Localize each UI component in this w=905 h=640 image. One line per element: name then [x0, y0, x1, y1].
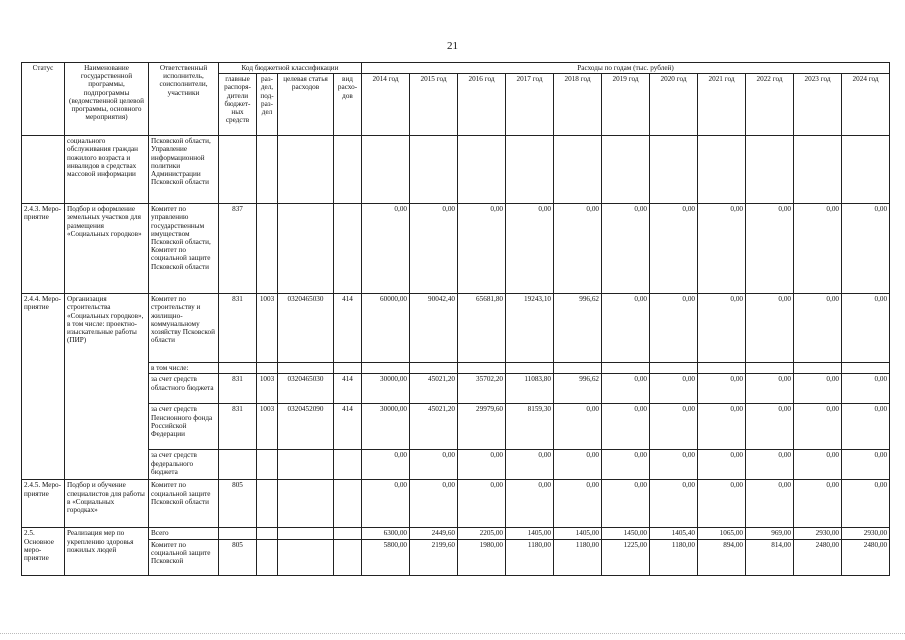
- header-year: 2022 год: [746, 74, 794, 136]
- value-cell: [506, 363, 554, 374]
- header-year: 2018 год: [554, 74, 602, 136]
- value-cell: 0,00: [746, 450, 794, 480]
- header-year: 2021 год: [698, 74, 746, 136]
- value-cell: 0,00: [746, 480, 794, 528]
- value-cell: 0,00: [794, 450, 842, 480]
- value-cell: 0,00: [650, 294, 698, 363]
- page-number: 21: [447, 40, 458, 52]
- value-cell: [602, 363, 650, 374]
- value-cell: 0,00: [602, 450, 650, 480]
- value-cell: 90042,40: [410, 294, 458, 363]
- value-cell: 11083,80: [506, 374, 554, 404]
- value-cell: 0,00: [698, 450, 746, 480]
- value-cell: 1450,00: [602, 528, 650, 539]
- value-cell: [602, 136, 650, 204]
- grbs-cell: [219, 136, 257, 204]
- table-row: [22, 374, 890, 404]
- header-executor: Ответственный исполнитель, соисполнители, участники: [149, 63, 219, 136]
- type-cell: 414: [334, 294, 362, 363]
- value-cell: 0,00: [554, 404, 602, 450]
- value-cell: 1980,00: [458, 539, 506, 575]
- status-cell: 2.4.3. Меро-приятие: [22, 204, 65, 294]
- header-grbs: главные распоря-дители бюджет-ных средств: [219, 74, 257, 136]
- section-cell: [257, 136, 278, 204]
- status-cell: 2.4.4. Меро-приятие: [22, 294, 65, 480]
- type-cell: [334, 363, 362, 374]
- header-name: Наименование государственной программы, подпрограммы (ведомственной целевой программы, основного мероприятия): [65, 63, 149, 136]
- value-cell: 0,00: [506, 450, 554, 480]
- grbs-cell: [219, 450, 257, 480]
- section-cell: 1003: [257, 294, 278, 363]
- grbs-cell: 805: [219, 539, 257, 575]
- value-cell: 1225,00: [602, 539, 650, 575]
- value-cell: 0,00: [794, 404, 842, 450]
- value-cell: [698, 363, 746, 374]
- name-cell: Подбор и обучение специалистов для работы в «Социальных городках»: [65, 480, 149, 528]
- header-year: 2023 год: [794, 74, 842, 136]
- value-cell: 0,00: [746, 374, 794, 404]
- value-cell: 0,00: [842, 480, 890, 528]
- header-year: 2015 год: [410, 74, 458, 136]
- value-cell: 0,00: [698, 294, 746, 363]
- value-cell: 1180,00: [554, 539, 602, 575]
- executor-cell: за счет средств федерального бюджета: [149, 450, 219, 480]
- type-cell: 414: [334, 404, 362, 450]
- value-cell: [842, 363, 890, 374]
- value-cell: 0,00: [698, 204, 746, 294]
- grbs-cell: 805: [219, 480, 257, 528]
- value-cell: 996,62: [554, 374, 602, 404]
- value-cell: 0,00: [746, 204, 794, 294]
- grbs-cell: 831: [219, 374, 257, 404]
- type-cell: [334, 450, 362, 480]
- value-cell: 0,00: [650, 480, 698, 528]
- value-cell: 1405,00: [506, 528, 554, 539]
- target-cell: [278, 480, 334, 528]
- value-cell: 0,00: [602, 204, 650, 294]
- section-cell: [257, 528, 278, 539]
- value-cell: [554, 363, 602, 374]
- executor-cell: Всего: [149, 528, 219, 539]
- value-cell: 0,00: [698, 404, 746, 450]
- value-cell: 0,00: [794, 480, 842, 528]
- value-cell: 1180,00: [650, 539, 698, 575]
- value-cell: 0,00: [602, 404, 650, 450]
- value-cell: 8159,30: [506, 404, 554, 450]
- executor-cell: за счет средств областного бюджета: [149, 374, 219, 404]
- value-cell: 2480,00: [794, 539, 842, 575]
- section-cell: [257, 204, 278, 294]
- value-cell: [794, 363, 842, 374]
- value-cell: 0,00: [458, 450, 506, 480]
- table-row: [22, 404, 890, 450]
- header-year: 2016 год: [458, 74, 506, 136]
- value-cell: 0,00: [698, 374, 746, 404]
- type-cell: [334, 136, 362, 204]
- target-cell: [278, 528, 334, 539]
- value-cell: 0,00: [458, 204, 506, 294]
- value-cell: 2205,00: [458, 528, 506, 539]
- value-cell: 0,00: [362, 480, 410, 528]
- value-cell: 0,00: [650, 204, 698, 294]
- executor-cell: в том числе:: [149, 363, 219, 374]
- value-cell: [746, 363, 794, 374]
- value-cell: 0,00: [746, 294, 794, 363]
- value-cell: 0,00: [362, 204, 410, 294]
- header-target: целевая статья расходов: [278, 74, 334, 136]
- value-cell: 0,00: [650, 450, 698, 480]
- value-cell: [410, 136, 458, 204]
- value-cell: [650, 363, 698, 374]
- value-cell: [362, 363, 410, 374]
- value-cell: [842, 136, 890, 204]
- grbs-cell: [219, 528, 257, 539]
- value-cell: 45021,20: [410, 374, 458, 404]
- value-cell: 1065,00: [698, 528, 746, 539]
- grbs-cell: 831: [219, 404, 257, 450]
- table-row: [22, 539, 890, 575]
- grbs-cell: [219, 363, 257, 374]
- name-cell: Реализация мер по укреплению здоровья пожилых людей: [65, 528, 149, 575]
- section-cell: [257, 480, 278, 528]
- table-row: [22, 204, 890, 294]
- value-cell: [650, 136, 698, 204]
- status-cell: 2.4.5. Меро-приятие: [22, 480, 65, 528]
- header-year: 2019 год: [602, 74, 650, 136]
- value-cell: 0,00: [794, 374, 842, 404]
- value-cell: 2480,00: [842, 539, 890, 575]
- scan-artifact-line: [0, 633, 905, 635]
- value-cell: 0,00: [842, 404, 890, 450]
- section-cell: [257, 450, 278, 480]
- target-cell: 0320465030: [278, 374, 334, 404]
- value-cell: 5800,00: [362, 539, 410, 575]
- grbs-cell: 831: [219, 294, 257, 363]
- value-cell: 0,00: [842, 204, 890, 294]
- value-cell: 2199,60: [410, 539, 458, 575]
- target-cell: [278, 204, 334, 294]
- grbs-cell: 837: [219, 204, 257, 294]
- type-cell: [334, 204, 362, 294]
- type-cell: [334, 528, 362, 539]
- value-cell: 0,00: [698, 480, 746, 528]
- value-cell: [458, 363, 506, 374]
- section-cell: 1003: [257, 374, 278, 404]
- value-cell: 6300,00: [362, 528, 410, 539]
- value-cell: 0,00: [650, 404, 698, 450]
- section-cell: 1003: [257, 404, 278, 450]
- value-cell: 814,00: [746, 539, 794, 575]
- table-row: [22, 136, 890, 204]
- value-cell: 19243,10: [506, 294, 554, 363]
- executor-cell: Комитет по управлению государственным имуществом Псковской области, Комитет по социальной защите Псковской области: [149, 204, 219, 294]
- name-cell: Организация строительства «Социальных городков», в том числе: проектно-изыскательные работы (ПИР): [65, 294, 149, 480]
- value-cell: 30000,00: [362, 374, 410, 404]
- value-cell: [458, 136, 506, 204]
- value-cell: 45021,20: [410, 404, 458, 450]
- value-cell: 0,00: [362, 450, 410, 480]
- executor-cell: Комитет по социальной защите Псковской области: [149, 480, 219, 528]
- value-cell: 0,00: [746, 404, 794, 450]
- type-cell: 414: [334, 374, 362, 404]
- table-row: [22, 450, 890, 480]
- value-cell: 0,00: [410, 450, 458, 480]
- value-cell: 0,00: [410, 204, 458, 294]
- executor-cell: Комитет по строительству и жилищно-коммунальному хозяйству Псковской области: [149, 294, 219, 363]
- value-cell: 1405,00: [554, 528, 602, 539]
- executor-cell: Комитет по социальной защите Псковской: [149, 539, 219, 575]
- header-status: Статус: [22, 63, 65, 136]
- target-cell: [278, 450, 334, 480]
- value-cell: 0,00: [506, 480, 554, 528]
- value-cell: 0,00: [554, 204, 602, 294]
- budget-table: [21, 62, 890, 576]
- value-cell: 30000,00: [362, 404, 410, 450]
- value-cell: 2930,00: [794, 528, 842, 539]
- value-cell: [554, 136, 602, 204]
- header-year: 2014 год: [362, 74, 410, 136]
- value-cell: 0,00: [602, 294, 650, 363]
- table-row: [22, 528, 890, 539]
- target-cell: 0320465030: [278, 294, 334, 363]
- header-year: 2020 год: [650, 74, 698, 136]
- status-cell: 2.5. Основное меро-приятие: [22, 528, 65, 575]
- value-cell: [746, 136, 794, 204]
- value-cell: [698, 136, 746, 204]
- header-year: 2024 год: [842, 74, 890, 136]
- header-year: 2017 год: [506, 74, 554, 136]
- value-cell: 0,00: [554, 480, 602, 528]
- value-cell: 2449,60: [410, 528, 458, 539]
- value-cell: 0,00: [650, 374, 698, 404]
- value-cell: 0,00: [794, 294, 842, 363]
- target-cell: [278, 136, 334, 204]
- header-type: вид расхо-дов: [334, 74, 362, 136]
- name-cell: социального обслуживания граждан пожилого возраста и инвалидов в средствах массовой информации: [65, 136, 149, 204]
- value-cell: 0,00: [842, 374, 890, 404]
- value-cell: [506, 136, 554, 204]
- target-cell: [278, 539, 334, 575]
- type-cell: [334, 539, 362, 575]
- value-cell: [410, 363, 458, 374]
- value-cell: 0,00: [842, 450, 890, 480]
- value-cell: 0,00: [554, 450, 602, 480]
- table-row: [22, 363, 890, 374]
- value-cell: 0,00: [410, 480, 458, 528]
- executor-cell: Псковской области, Управление информационной политики Администрации Псковской области: [149, 136, 219, 204]
- section-cell: [257, 539, 278, 575]
- value-cell: 65681,80: [458, 294, 506, 363]
- value-cell: 0,00: [506, 204, 554, 294]
- value-cell: [794, 136, 842, 204]
- value-cell: [362, 136, 410, 204]
- value-cell: 35702,20: [458, 374, 506, 404]
- header-budget-code: Код бюджетной классификации: [219, 63, 362, 74]
- table-row: [22, 480, 890, 528]
- value-cell: 0,00: [842, 294, 890, 363]
- value-cell: 0,00: [602, 374, 650, 404]
- table-row: [22, 294, 890, 363]
- name-cell: Подбор и оформление земельных участков для размещения «Социальных городков»: [65, 204, 149, 294]
- value-cell: 996,62: [554, 294, 602, 363]
- target-cell: 0320452090: [278, 404, 334, 450]
- value-cell: 29979,60: [458, 404, 506, 450]
- value-cell: 2930,00: [842, 528, 890, 539]
- value-cell: 1405,40: [650, 528, 698, 539]
- section-cell: [257, 363, 278, 374]
- status-cell: [22, 136, 65, 204]
- value-cell: 60000,00: [362, 294, 410, 363]
- value-cell: 0,00: [602, 480, 650, 528]
- value-cell: 969,00: [746, 528, 794, 539]
- target-cell: [278, 363, 334, 374]
- header-section: раз-дел, под-раз-дел: [257, 74, 278, 136]
- value-cell: 0,00: [458, 480, 506, 528]
- type-cell: [334, 480, 362, 528]
- header-expenses: Расходы по годам (тыс. рублей): [362, 63, 890, 74]
- executor-cell: за счет средств Пенсионного фонда Российской Федерации: [149, 404, 219, 450]
- value-cell: 0,00: [794, 204, 842, 294]
- value-cell: 894,00: [698, 539, 746, 575]
- value-cell: 1180,00: [506, 539, 554, 575]
